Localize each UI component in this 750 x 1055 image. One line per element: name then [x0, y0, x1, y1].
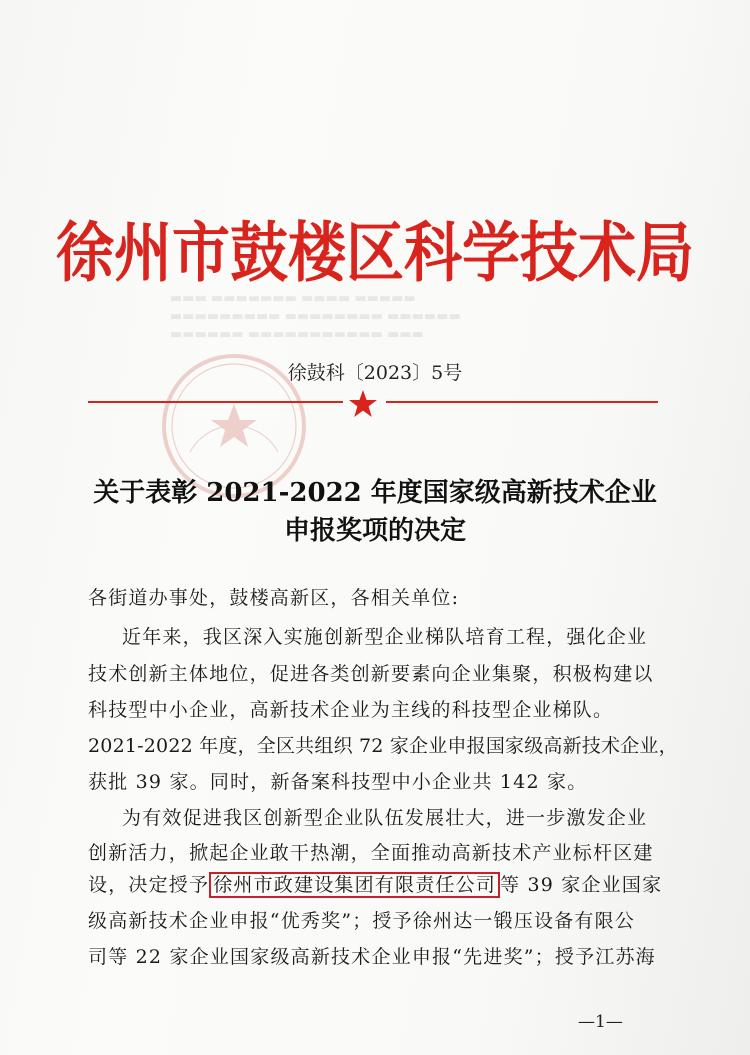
body-line: 获批 39 家。同时，新备案科技型中小企业共 142 家。 — [88, 771, 588, 793]
body-line-award — [88, 870, 668, 897]
body-line: 创新活力，掀起企业敢干热潮，全面推动高新技术产业标杆区建 — [88, 842, 654, 864]
document-number: 徐鼓科〔2023〕5号 — [287, 362, 463, 384]
salutation: 各街道办事处，鼓楼高新区，各相关单位: — [88, 587, 460, 609]
body-line: 科技型中小企业，高新技术企业为主线的科技型企业梯队。 — [88, 699, 614, 721]
body-line: 近年来，我区深入实施创新型企业梯队培育工程，强化企业 — [122, 626, 648, 648]
red-rule-left — [88, 401, 343, 403]
show-through-text: ▬▬▬ ▬▬▬▬▬▬▬ ▬▬▬▬ ▬▬▬▬▬ ▬▬▬▬▬▬▬▬▬ ▬▬▬▬▬▬▬▬ ▬▬▬▬▬▬ ▬▬▬▬▬▬ ▬▬▬▬▬▬▬▬▬▬▬ ▬▬▬ — [170, 291, 461, 342]
award-prefix: 设，决定授予 — [88, 874, 210, 896]
highlighted-company-name: 徐州市政建设集团有限责任公司 — [209, 872, 500, 898]
issuing-authority-title: 徐州市鼓楼区科学技术局 — [55, 214, 694, 291]
body-line: 级高新技术企业申报“优秀奖”；授予徐州达一锻压设备有限公 — [88, 910, 636, 932]
body-line: 2021-2022 年度，全区共组织 72 家企业申报国家级高新技术企业， — [88, 735, 678, 757]
red-rule-right — [386, 401, 658, 403]
red-star-icon — [348, 389, 378, 419]
award-suffix: 等 39 家企业国家 — [500, 874, 663, 896]
body-line: 技术创新主体地位，促进各类创新要素向企业集聚，积极构建以 — [88, 663, 654, 685]
page-number: —1— — [578, 1012, 623, 1032]
decision-heading-line-2: 申报奖项的决定 — [283, 516, 466, 546]
body-line: 司等 22 家企业国家级高新技术企业申报“先进奖”；授予江苏海 — [88, 946, 656, 968]
decision-heading-line-1: 关于表彰 2021-2022 年度国家级高新技术企业 — [93, 478, 657, 508]
body-line: 为有效促进我区创新型企业队伍发展壮大，进一步激发企业 — [122, 807, 648, 829]
